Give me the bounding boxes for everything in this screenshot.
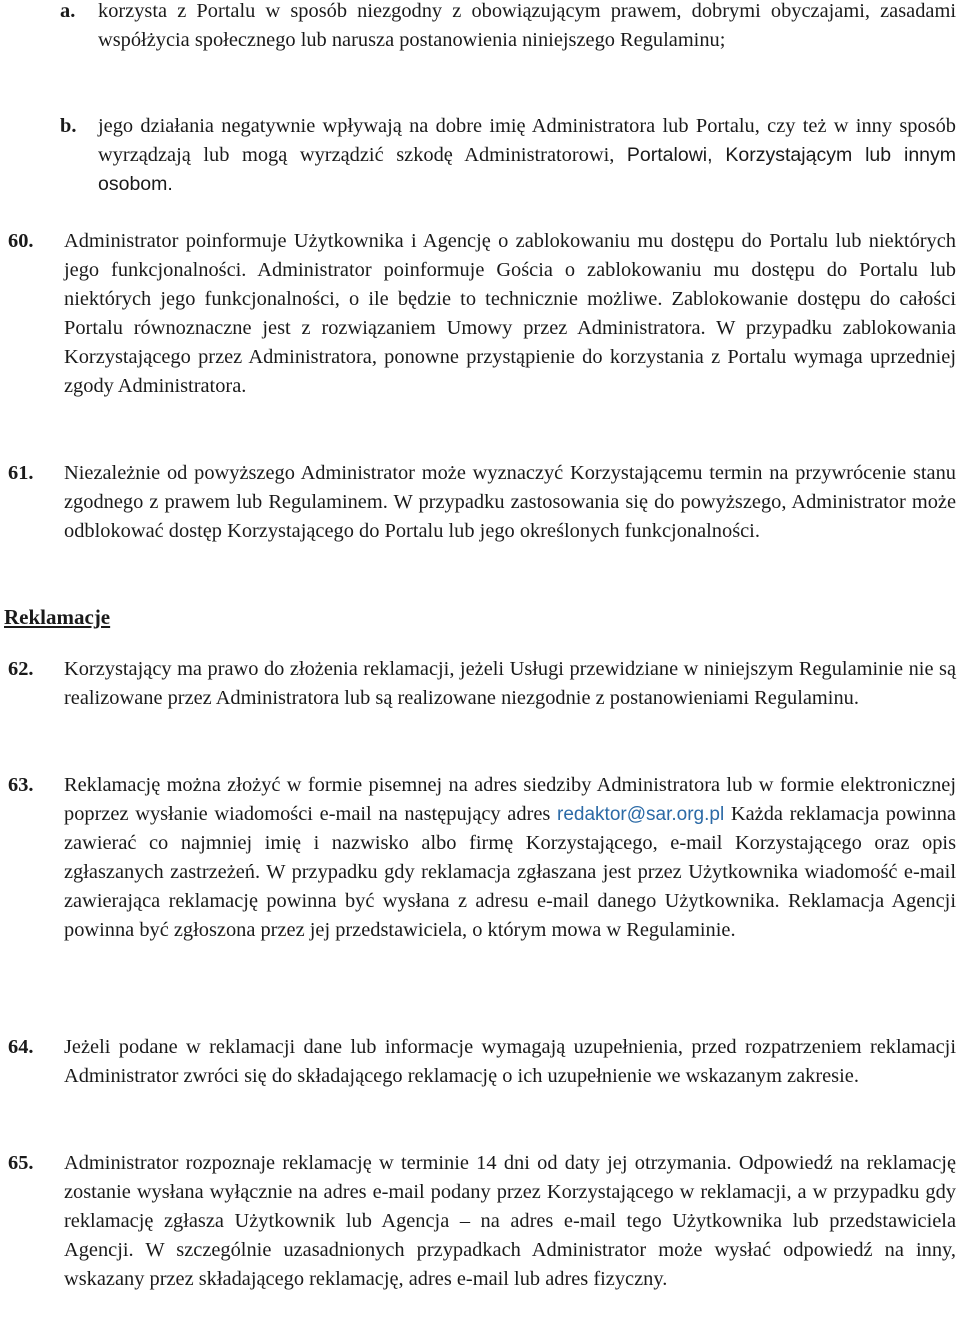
list-item-text <box>98 112 956 199</box>
paragraph-text-part: Reklamację można złożyć w formie pisemnej na adres siedziby Administratora lub w formie elektronicznej poprzez wysłanie wiadomości e-mail na następujący adres <box>64 774 956 825</box>
list-item-a <box>60 0 956 55</box>
list-item-text: korzysta z Portalu w sposób niezgodny z obowiązującym prawem, dobrymi obyczajami, zasadami współżycia społecznego lub narusza postanowienia niniejszego Regulaminu; <box>98 0 956 51</box>
paragraph-text-part: Każda reklamacja powinna zawierać co najmniej imię i nazwisko albo firmę Korzystającego, e-mail Korzystającego oraz opis zgłaszanych zastrzeżeń. W przypadku gdy reklamacja zgłaszana jest przez Użytkownika wiadomość e-mail zawierająca reklamację powinna być wysłana z adresu e-mail danego Użytkownika. Reklamacja Agencji powinna być zgłoszona przez jej przedstawiciela, o którym mowa w Regulaminie. <box>64 803 956 941</box>
paragraph-text <box>64 771 956 945</box>
paragraph-63 <box>8 771 956 945</box>
list-item-b <box>60 112 956 199</box>
section-heading: Reklamacje <box>4 605 111 629</box>
paragraph-number: 63. <box>8 774 34 796</box>
paragraph-text: Administrator rozpoznaje reklamację w terminie 14 dni od daty jej otrzymania. Odpowiedź na reklamację zostanie wysłana wyłącznie na adres e-mail podany przez Korzystającego w reklamacji, a w przypadku gdy reklamację zgłasza Użytkownik lub Agencja – na adres e-mail tego Użytkownika lub przedstawiciela Agencji. W szczególnie uzasadnionych przypadkach Administrator może wysłać odpowiedź na inny, wskazany przez składającego reklamację, adres e-mail lub adres fizyczny. <box>64 1152 956 1290</box>
paragraph-65 <box>8 1149 956 1294</box>
paragraph-64 <box>8 1033 956 1091</box>
paragraph-number: 64. <box>8 1036 34 1058</box>
list-marker: a. <box>60 0 76 22</box>
paragraph-text: Niezależnie od powyższego Administrator może wyznaczyć Korzystającemu termin na przywrócenie stanu zgodnego z prawem lub Regulaminem. W przypadku zastosowania się do powyższego, Administrator może odblokować dostęp Korzystającego do Portalu lub jego określonych funkcjonalności. <box>64 462 956 542</box>
paragraph-text: Korzystający ma prawo do złożenia reklamacji, jeżeli Usługi przewidziane w niniejszym Regulaminie nie są realizowane przez Administratora lub są realizowane niezgodnie z postanowieniami Regulaminu. <box>64 658 956 709</box>
paragraph-text: Administrator poinformuje Użytkownika i Agencję o zablokowaniu mu dostępu do Portalu lub niektórych jego funkcjonalności. Administrator poinformuje Gościa o zablokowaniu mu dostępu do Portalu lub niektórych jego funkcjonalności, o ile będzie to technicznie możliwe. Zablokowanie dostępu do całości Portalu równoznaczne jest z rozwiązaniem Umowy przez Administratora. W przypadku zablokowania Korzystającego przez Administratora, ponowne przystąpienie do korzystania z Portalu wymaga uprzedniej zgody Administratora. <box>64 230 956 397</box>
paragraph-number: 60. <box>8 230 34 252</box>
paragraph-text: Jeżeli podane w reklamacji dane lub informacje wymagają uzupełnienia, przed rozpatrzeniem reklamacji Administrator zwróci się do składającego reklamację o ich uzupełnienie we wskazanym zakresie. <box>64 1036 956 1087</box>
list-item-text-part: jego działania negatywnie wpływają na dobre imię Administratora lub Portalu, czy też w inny sposób wyrządzają lub mogą wyrządzić szkodę Administratorowi, <box>98 115 956 166</box>
email-link[interactable]: redaktor@sar.org.pl <box>557 804 725 825</box>
paragraph-62 <box>8 655 956 713</box>
paragraph-60 <box>8 227 956 401</box>
paragraph-61 <box>8 459 956 546</box>
paragraph-number: 62. <box>8 658 34 680</box>
paragraph-number: 61. <box>8 462 34 484</box>
list-item-text-part: Portalowi, Korzystającym lub innym osobom. <box>98 144 957 195</box>
paragraph-number: 65. <box>8 1152 34 1174</box>
list-marker: b. <box>60 115 77 137</box>
